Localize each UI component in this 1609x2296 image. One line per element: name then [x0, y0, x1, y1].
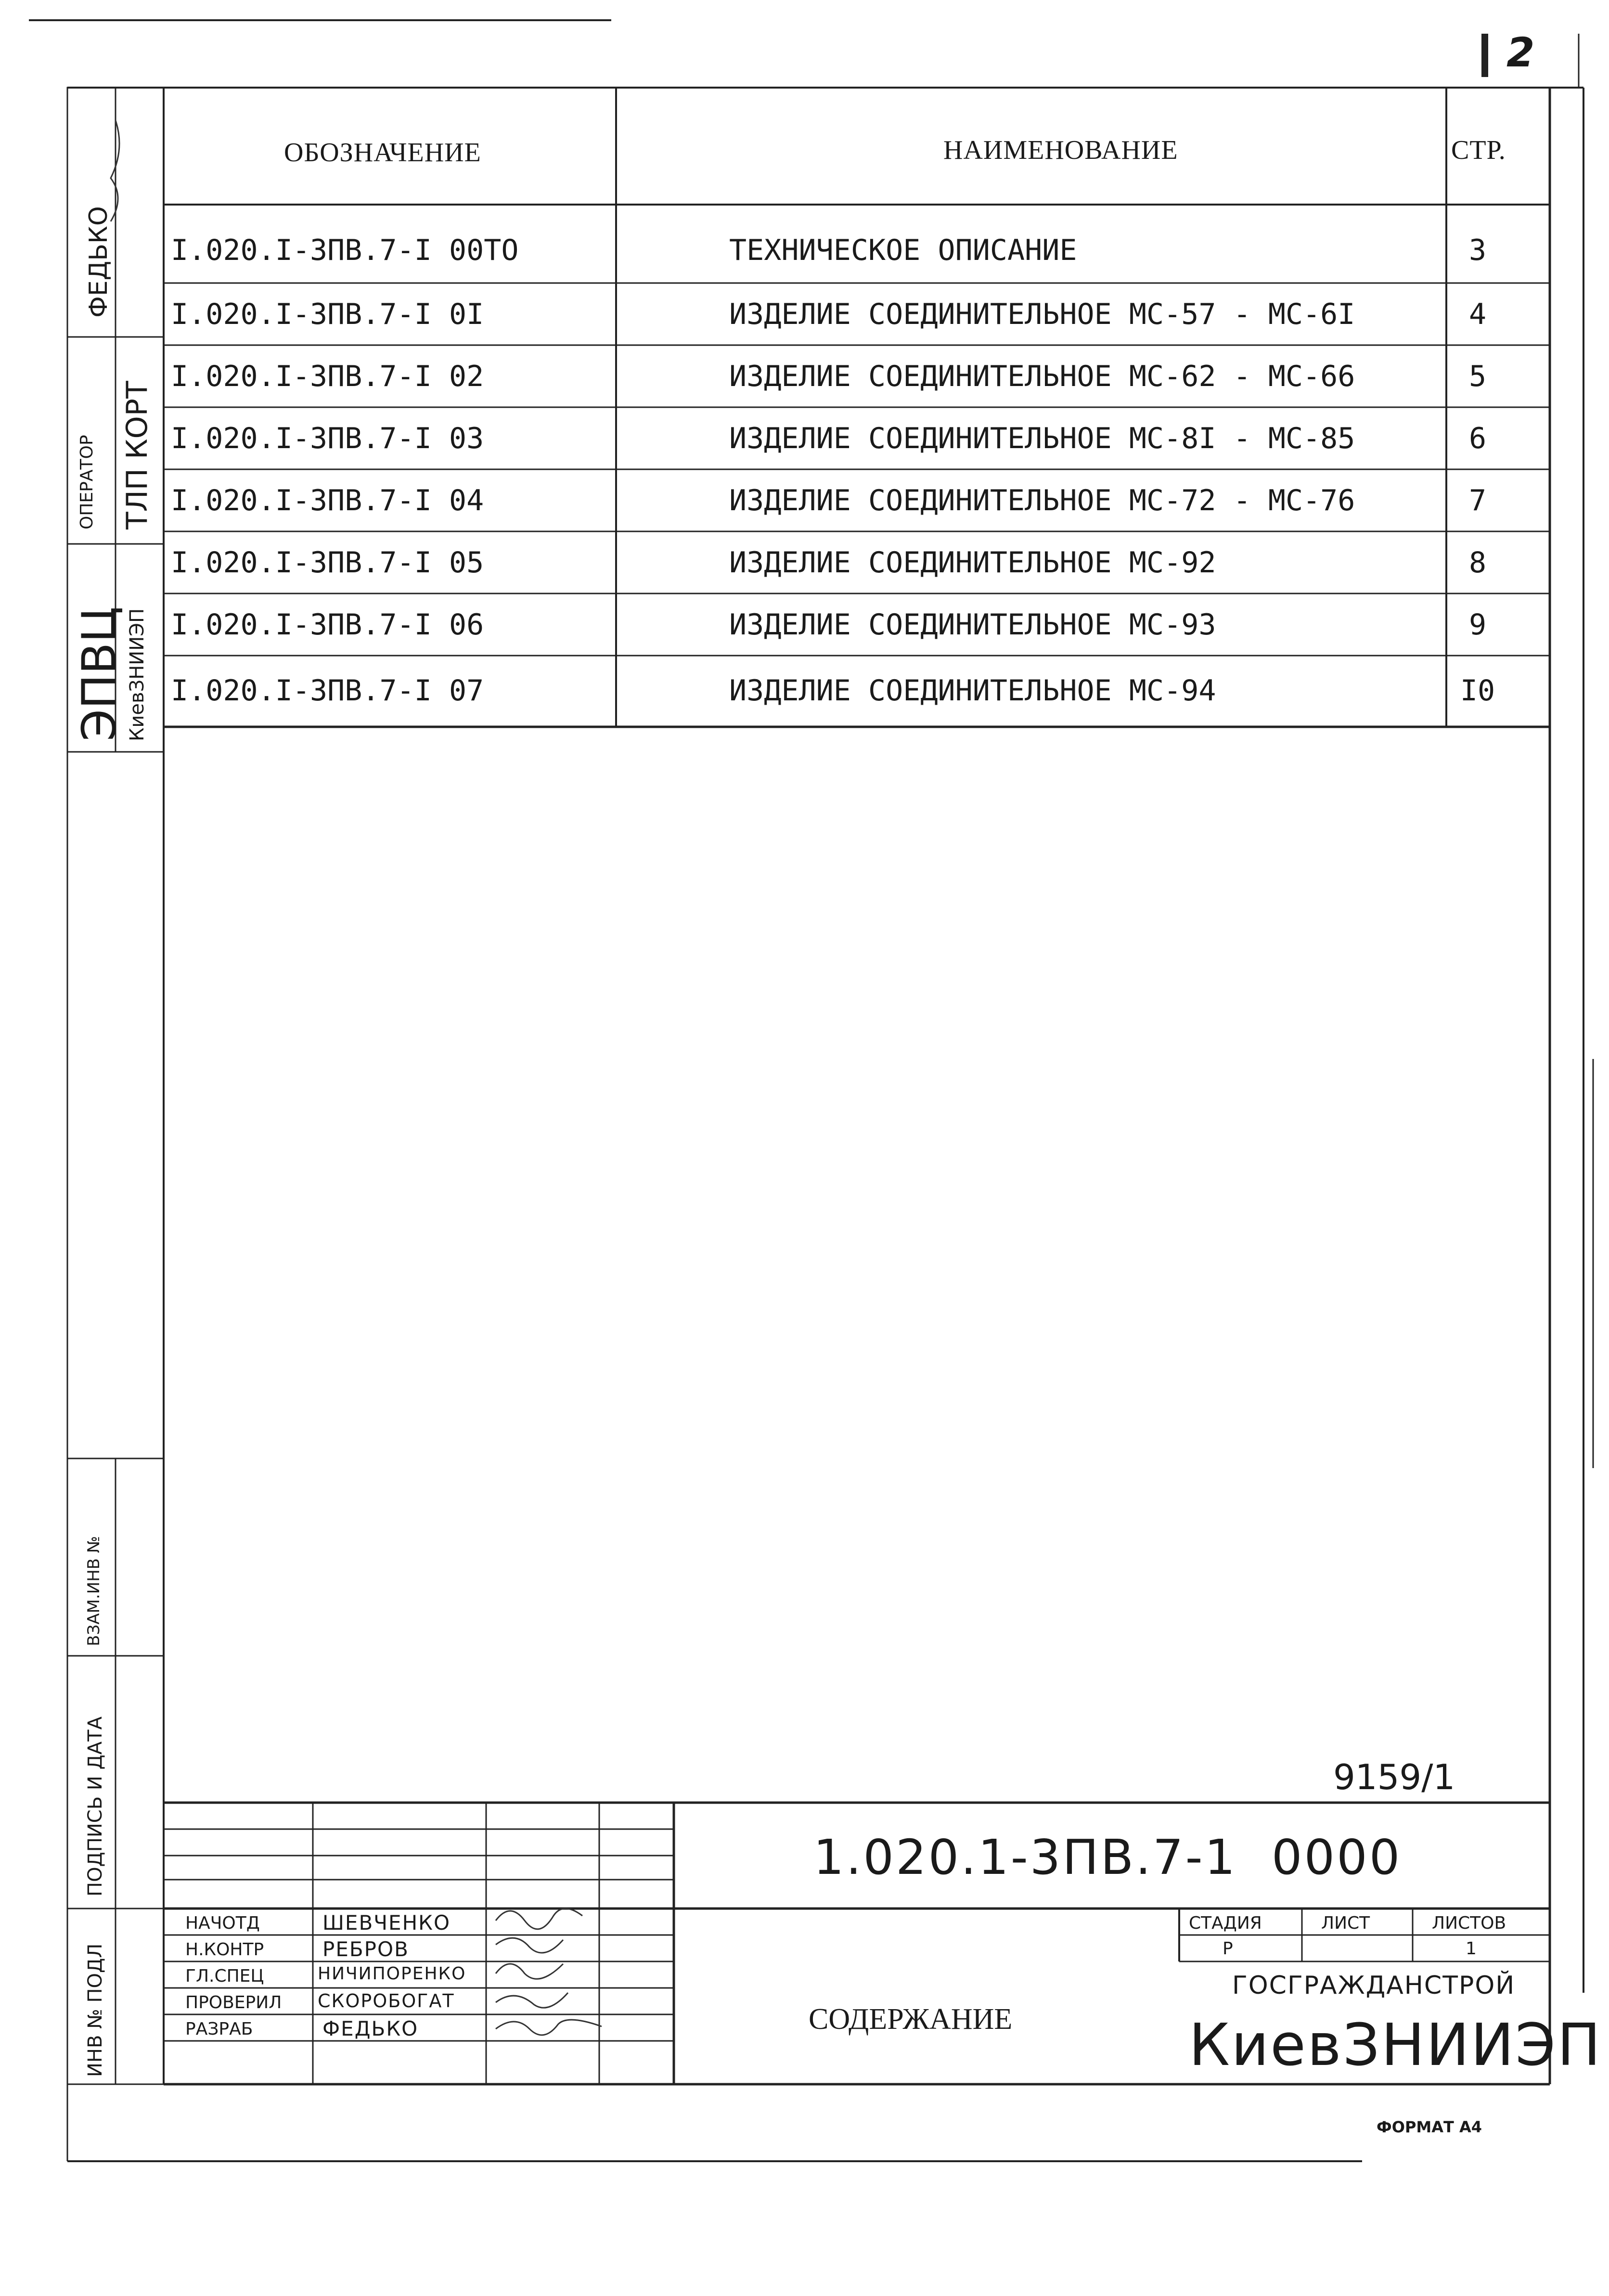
margin-vzam-inv: ВЗАМ.ИНВ № [84, 1535, 103, 1646]
margin-org-name: КиевЗНИИЭП [126, 608, 148, 741]
margin-sign-date: ПОДПИСЬ И ДАТА [84, 1716, 106, 1896]
inventory-number: 9159/1 [1333, 1757, 1455, 1797]
org-line2: КиевЗНИИЭП [1189, 2012, 1602, 2079]
person-name: ФЕДЬКО [322, 2017, 419, 2040]
header-name: НАИМЕНОВАНИЕ [943, 135, 1178, 165]
row-code: I.020.I-3ПВ.7-I 06 [171, 608, 484, 642]
row-name: ИЗДЕЛИЕ СОЕДИНИТЕЛЬНОЕ МС-72 - МС-76 [729, 484, 1355, 517]
row-page: 4 [1468, 297, 1487, 331]
header-designation: ОБОЗНАЧЕНИЕ [284, 138, 481, 168]
margin-operator-name: ТЛП КОРТ [120, 381, 154, 529]
document-code: 1.020.1-3ПВ.7-1 0000 [813, 1829, 1402, 1885]
row-name: ИЗДЕЛИЕ СОЕДИНИТЕЛЬНОЕ МС-93 [729, 608, 1216, 642]
role-label: ГЛ.СПЕЦ [185, 1966, 264, 1986]
row-name: ИЗДЕЛИЕ СОЕДИНИТЕЛЬНОЕ МС-62 - МС-66 [729, 360, 1355, 393]
margin-executor: ФЕДЬКО [84, 206, 113, 318]
row-code: I.020.I-3ПВ.7-I 04 [171, 484, 484, 517]
margin-inv-podl: ИНВ № ПОДЛ [84, 1943, 106, 2077]
row-name: ИЗДЕЛИЕ СОЕДИНИТЕЛЬНОЕ МС-8I - МС-85 [729, 422, 1355, 455]
person-name: ШЕВЧЕНКО [322, 1911, 451, 1935]
row-name: ТЕХНИЧЕСКОЕ ОПИСАНИЕ [729, 233, 1077, 267]
stage-value: Р [1223, 1939, 1233, 1959]
row-page: 7 [1468, 484, 1487, 517]
person-name: СКОРОБОГАТ [318, 1990, 455, 2012]
row-page: I0 [1460, 674, 1495, 708]
row-page: 8 [1468, 546, 1487, 580]
role-label: НАЧОТД [185, 1913, 260, 1933]
row-code: I.020.I-3ПВ.7-I 03 [171, 422, 484, 455]
row-code: I.020.I-3ПВ.7-I 02 [171, 360, 484, 393]
margin-org-code: ЭПВЦ [72, 606, 126, 741]
margin-operator-label: ОПЕРАТОР [77, 435, 97, 529]
sheets-label: ЛИСТОВ [1432, 1913, 1506, 1933]
row-page: 3 [1468, 233, 1487, 267]
row-code: I.020.I-3ПВ.7-I 05 [171, 546, 484, 580]
sheet-number: 2 [1506, 29, 1535, 76]
stage-label: СТАДИЯ [1189, 1913, 1262, 1933]
row-page: 6 [1468, 422, 1487, 455]
person-name: РЕБРОВ [322, 1937, 409, 1961]
format-label: ФОРМАТ А4 [1377, 2118, 1482, 2136]
row-name: ИЗДЕЛИЕ СОЕДИНИТЕЛЬНОЕ МС-94 [729, 674, 1216, 708]
person-name: НИЧИПОРЕНКО [318, 1964, 466, 1984]
role-label: ПРОВЕРИЛ [185, 1993, 282, 2012]
row-page: 9 [1468, 608, 1487, 642]
row-name: ИЗДЕЛИЕ СОЕДИНИТЕЛЬНОЕ МС-57 - МС-6I [729, 297, 1355, 331]
sheets-value: 1 [1466, 1939, 1477, 1959]
header-page: СТР. [1451, 135, 1506, 165]
document-title: СОДЕРЖАНИЕ [809, 2003, 1013, 2036]
row-page: 5 [1468, 360, 1487, 393]
row-code: I.020.I-3ПВ.7-I 0I [171, 297, 484, 331]
row-code: I.020.I-3ПВ.7-I 07 [171, 674, 484, 708]
role-label: РАЗРАБ [185, 2019, 253, 2039]
sheet-label: ЛИСТ [1321, 1913, 1370, 1933]
row-code: I.020.I-3ПВ.7-I 00ТО [171, 233, 519, 267]
role-label: Н.КОНТР [185, 1940, 264, 1960]
org-line1: ГОСГРАЖДАНСТРОЙ [1232, 1971, 1516, 2000]
row-name: ИЗДЕЛИЕ СОЕДИНИТЕЛЬНОЕ МС-92 [729, 546, 1216, 580]
